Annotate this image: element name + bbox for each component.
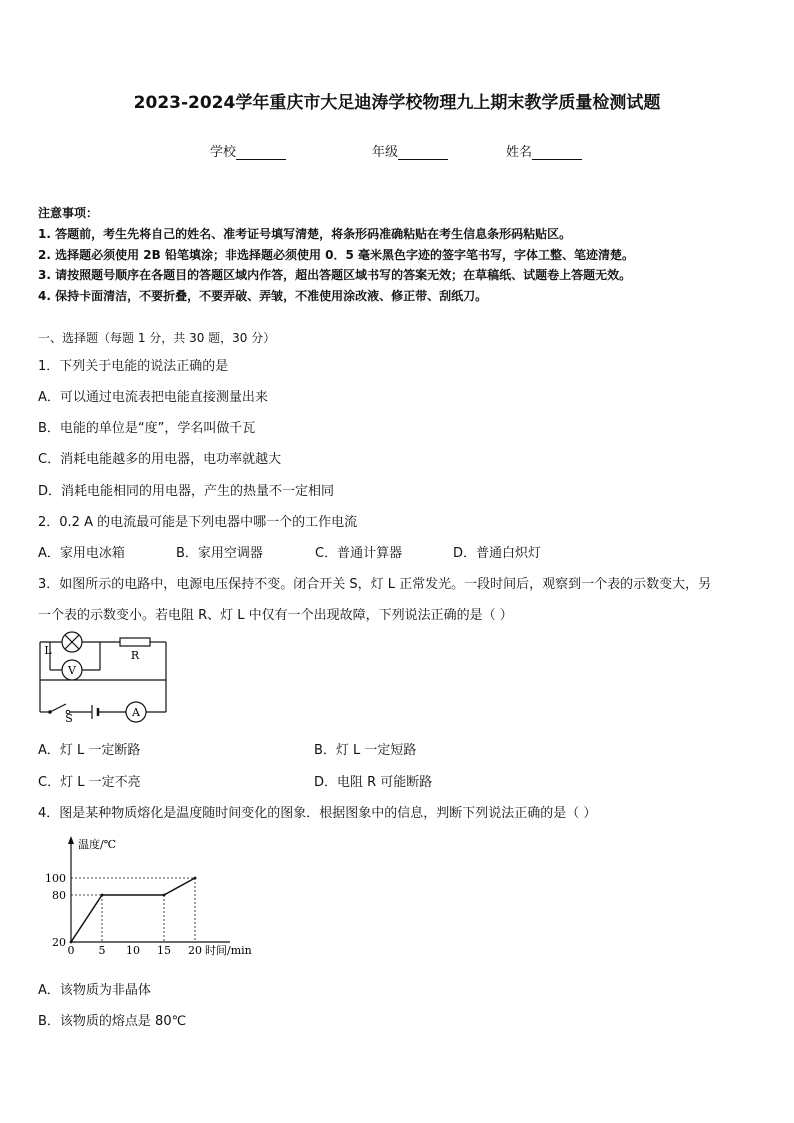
q3-option-d: D．电阻 R 可能断路 bbox=[314, 775, 433, 790]
q3-option-b: B．灯 L 一定短路 bbox=[314, 743, 417, 758]
resistor-symbol bbox=[120, 638, 150, 646]
circuit-diagram bbox=[34, 628, 174, 724]
school-blank bbox=[236, 145, 286, 160]
school-label: 学校 bbox=[210, 145, 237, 160]
name-field bbox=[506, 141, 582, 160]
notice-heading: 注意事项： bbox=[38, 206, 99, 220]
x-tick-label: 0 bbox=[67, 944, 75, 957]
temperature-series-line bbox=[71, 878, 195, 942]
q3-stem-line1: 3．如图所示的电路中，电源电压保持不变。闭合开关 S，灯 L 正常发光。一段时间后，观察到一个表的示数变大，另 bbox=[38, 577, 712, 592]
q4-option-b: B．该物质的熔点是 80℃ bbox=[38, 1014, 187, 1029]
q4-option-a: A．该物质为非晶体 bbox=[38, 983, 151, 998]
data-point bbox=[163, 894, 166, 897]
q1-option-a: A．可以通过电流表把电能直接测量出来 bbox=[38, 390, 268, 405]
name-label: 姓名 bbox=[506, 145, 533, 160]
x-tick-label: 15 bbox=[157, 944, 171, 957]
q4-stem: 4．图是某种物质熔化是温度随时间变化的图象．根据图象中的信息，判断下列说法正确的是（ ） bbox=[38, 806, 597, 821]
notice-item-1: 1. 答题前，考生先将自己的姓名、准考证号填写清楚，将条形码准确粘贴在考生信息条形码粘贴区。 bbox=[38, 227, 572, 241]
switch-label: S bbox=[65, 712, 73, 724]
voltmeter-label: V bbox=[68, 664, 76, 677]
data-point bbox=[70, 941, 73, 944]
notice-item-3: 3. 请按照题号顺序在各题目的答题区域内作答，超出答题区域书写的答案无效；在草稿纸、试题卷上答题无效。 bbox=[38, 268, 632, 282]
q1-option-b: B．电能的单位是“度”，学名叫做千瓦 bbox=[38, 421, 256, 436]
y-tick-label: 80 bbox=[52, 889, 66, 902]
q2-option-a: A．家用电冰箱 bbox=[38, 546, 125, 561]
chart-xlabel: 时间/min bbox=[205, 944, 252, 957]
q3-stem-line2: 一个表的示数变小。若电阻 R、灯 L 中仅有一个出现故障，下列说法正确的是（ ） bbox=[38, 608, 513, 623]
q1-stem: 1．下列关于电能的说法正确的是 bbox=[38, 359, 229, 374]
notice-item-2: 2. 选择题必须使用 2B 铅笔填涂；非选择题必须使用 0．5 毫米黑色字迹的签字笔书写，字体工整、笔迹清楚。 bbox=[38, 248, 634, 262]
grade-label: 年级 bbox=[372, 145, 399, 160]
y-tick-label: 20 bbox=[52, 936, 66, 949]
q2-option-d: D．普通白炽灯 bbox=[453, 546, 542, 561]
lamp-symbol bbox=[62, 632, 82, 652]
melting-chart bbox=[30, 834, 270, 960]
chart-ylabel: 温度/℃ bbox=[78, 838, 117, 851]
lamp-label: L bbox=[44, 644, 52, 657]
page-title: 2023-2024学年重庆市大足迪涛学校物理九上期末教学质量检测试题 bbox=[133, 93, 661, 113]
grade-blank bbox=[398, 145, 448, 160]
x-tick-label: 20 bbox=[188, 944, 202, 957]
q1-option-d: D．消耗电能相同的用电器，产生的热量不一定相同 bbox=[38, 484, 335, 499]
q2-option-b: B．家用空调器 bbox=[176, 546, 263, 561]
x-tick-label: 5 bbox=[98, 944, 106, 957]
ammeter-label: A bbox=[132, 706, 140, 719]
q3-option-a: A．灯 L 一定断路 bbox=[38, 743, 141, 758]
data-point bbox=[101, 894, 104, 897]
notice-item-4: 4. 保持卡面清洁，不要折叠，不要弄破、弄皱，不准使用涂改液、修正带、刮纸刀。 bbox=[38, 289, 488, 303]
school-field bbox=[210, 141, 286, 160]
chart-axes bbox=[68, 836, 230, 942]
data-point bbox=[194, 877, 197, 880]
q2-stem: 2．0.2 A 的电流最可能是下列电器中哪一个的工作电流 bbox=[38, 515, 358, 530]
y-tick-label: 100 bbox=[45, 872, 66, 885]
q3-option-c: C．灯 L 一定不亮 bbox=[38, 775, 141, 790]
resistor-label: R bbox=[130, 649, 140, 662]
section-heading: 一、选择题（每题 1 分，共 30 题，30 分） bbox=[38, 331, 276, 345]
q1-option-c: C．消耗电能越多的用电器，电功率就越大 bbox=[38, 452, 282, 467]
q2-option-c: C．普通计算器 bbox=[315, 546, 403, 561]
x-tick-label: 10 bbox=[126, 944, 140, 957]
grade-field bbox=[372, 141, 448, 160]
name-blank bbox=[532, 145, 582, 160]
battery-symbol bbox=[92, 705, 98, 719]
